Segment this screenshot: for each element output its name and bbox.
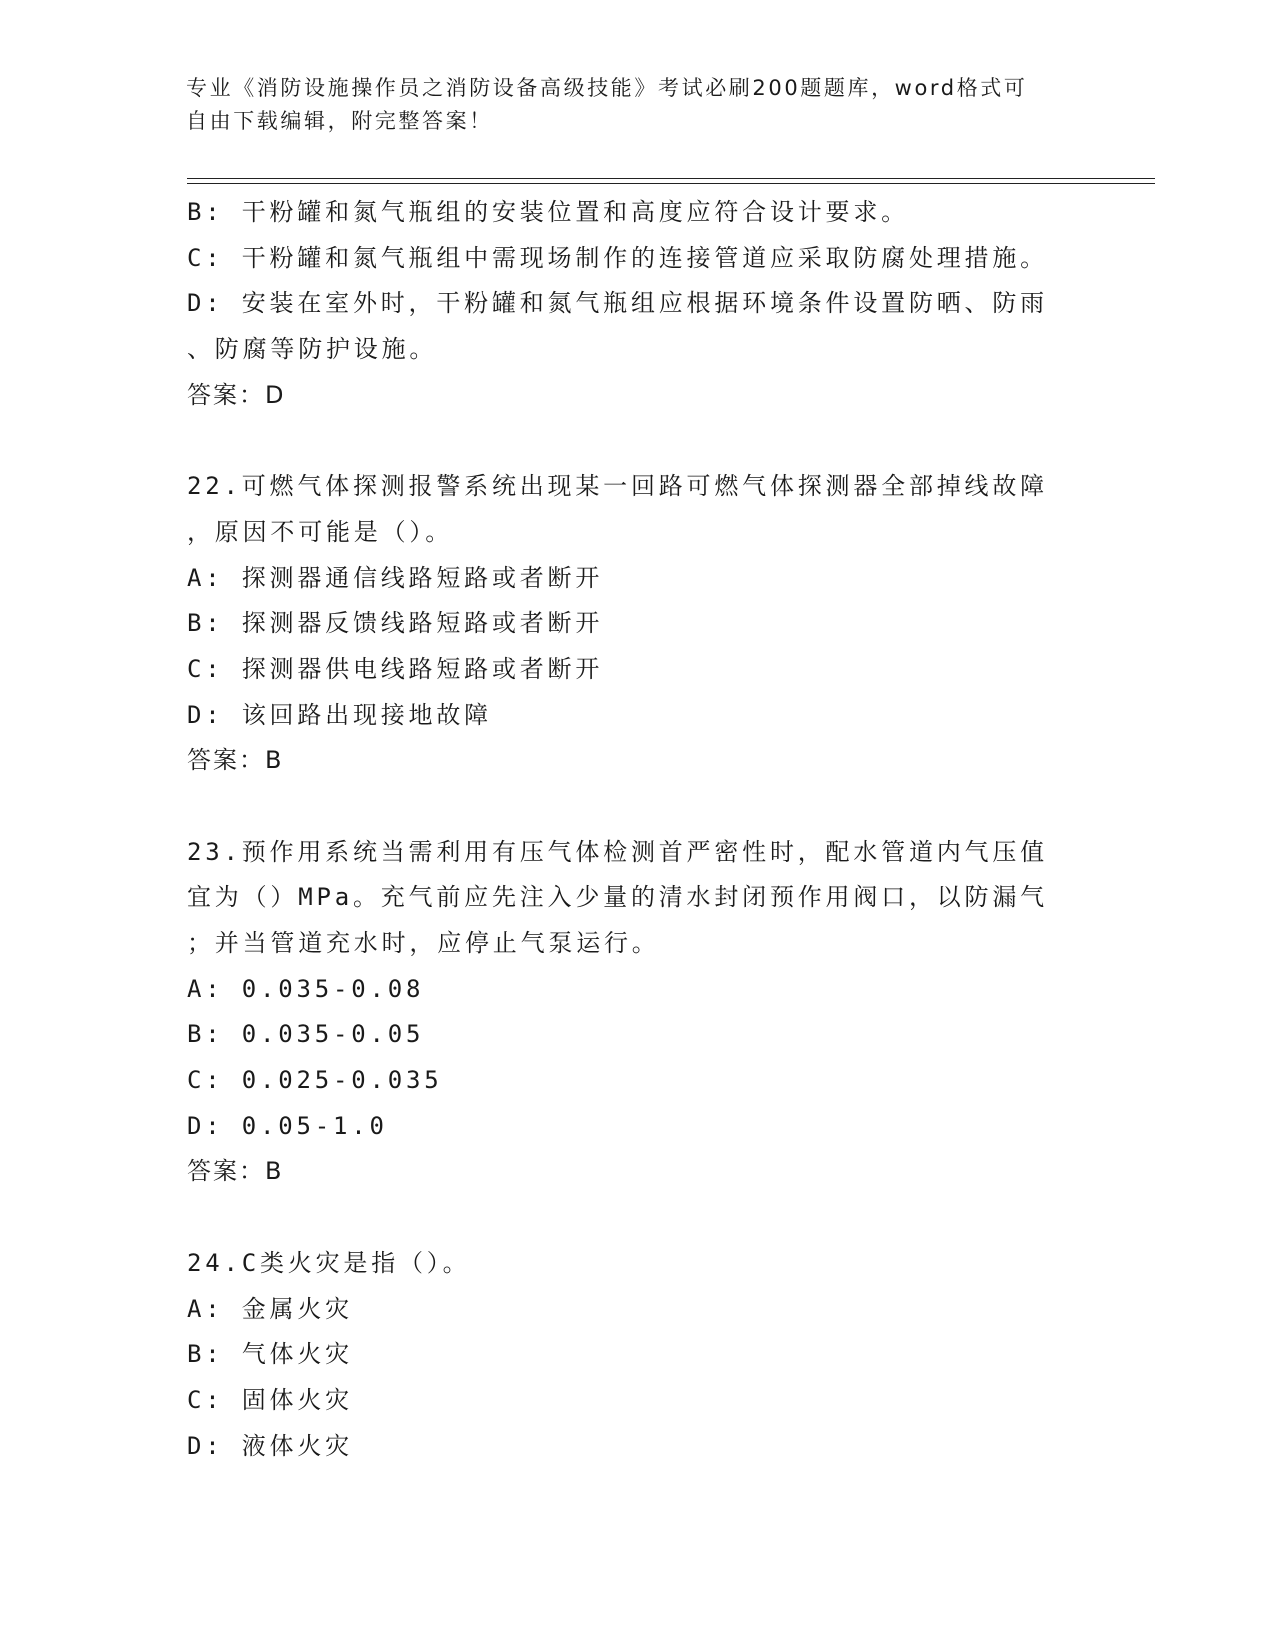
- option-a: A: 金属火灾: [187, 1294, 353, 1323]
- question-stem-continued-2: ；并当管道充水时，应停止气泵运行。: [187, 929, 660, 957]
- option-c: C: 0.025-0.035: [187, 1066, 443, 1095]
- question-stem: 24.C类火灾是指（）。: [187, 1248, 471, 1277]
- header-line-2: 自由下载编辑，附完整答案！: [186, 109, 493, 133]
- header-line-1: 专业《消防设施操作员之消防设备高级技能》考试必刷200题题库，word格式可: [186, 76, 1028, 100]
- question-stem: 22.可燃气体探测报警系统出现某一回路可燃气体探测器全部掉线故障: [187, 472, 1048, 501]
- spacer: [187, 418, 1087, 464]
- option-c: C: 探测器供电线路短路或者断开: [187, 654, 604, 683]
- option-b: B: 0.035-0.05: [187, 1020, 425, 1049]
- option-d-continued: 、防腐等防护设施。: [187, 335, 438, 364]
- answer: 答案：B: [187, 1157, 284, 1186]
- option-b: B: 干粉罐和氮气瓶组的安装位置和高度应符合设计要求。: [187, 198, 909, 226]
- question-23: [187, 830, 1087, 1196]
- question-stem: 23.预作用系统当需利用有压气体检测首严密性时，配水管道内气压值: [187, 837, 1048, 866]
- option-d: D: 0.05-1.0: [187, 1111, 388, 1140]
- header-divider-top: [187, 178, 1155, 179]
- option-c: C: 干粉罐和氮气瓶组中需现场制作的连接管道应采取防腐处理措施。: [187, 243, 1048, 272]
- question-stem-continued: ，原因不可能是（）。: [187, 517, 453, 546]
- option-d: D: 该回路出现接地故障: [187, 700, 492, 729]
- question-24: [187, 1241, 1087, 1469]
- option-a: A: 探测器通信线路短路或者断开: [187, 563, 604, 592]
- spacer: [187, 1195, 1087, 1241]
- option-a: A: 0.035-0.08: [187, 974, 425, 1003]
- option-b: B: 气体火灾: [187, 1340, 353, 1369]
- header-divider-bottom: [187, 183, 1155, 184]
- question-22: [187, 464, 1087, 784]
- document-body: [187, 190, 1087, 1469]
- option-d: D: 液体火灾: [187, 1431, 353, 1460]
- option-d: D: 安装在室外时，干粉罐和氮气瓶组应根据环境条件设置防晒、防雨: [187, 289, 1048, 318]
- option-c: C: 固体火灾: [187, 1385, 353, 1414]
- answer: 答案：B: [187, 746, 284, 775]
- spacer: [187, 784, 1087, 830]
- question-stem-continued: 宜为（）MPa。充气前应先注入少量的清水封闭预作用阀口，以防漏气: [187, 883, 1048, 912]
- document-header: [186, 72, 1066, 138]
- answer: 答案：D: [187, 380, 286, 409]
- question-21: [187, 190, 1087, 418]
- option-b: B: 探测器反馈线路短路或者断开: [187, 609, 604, 638]
